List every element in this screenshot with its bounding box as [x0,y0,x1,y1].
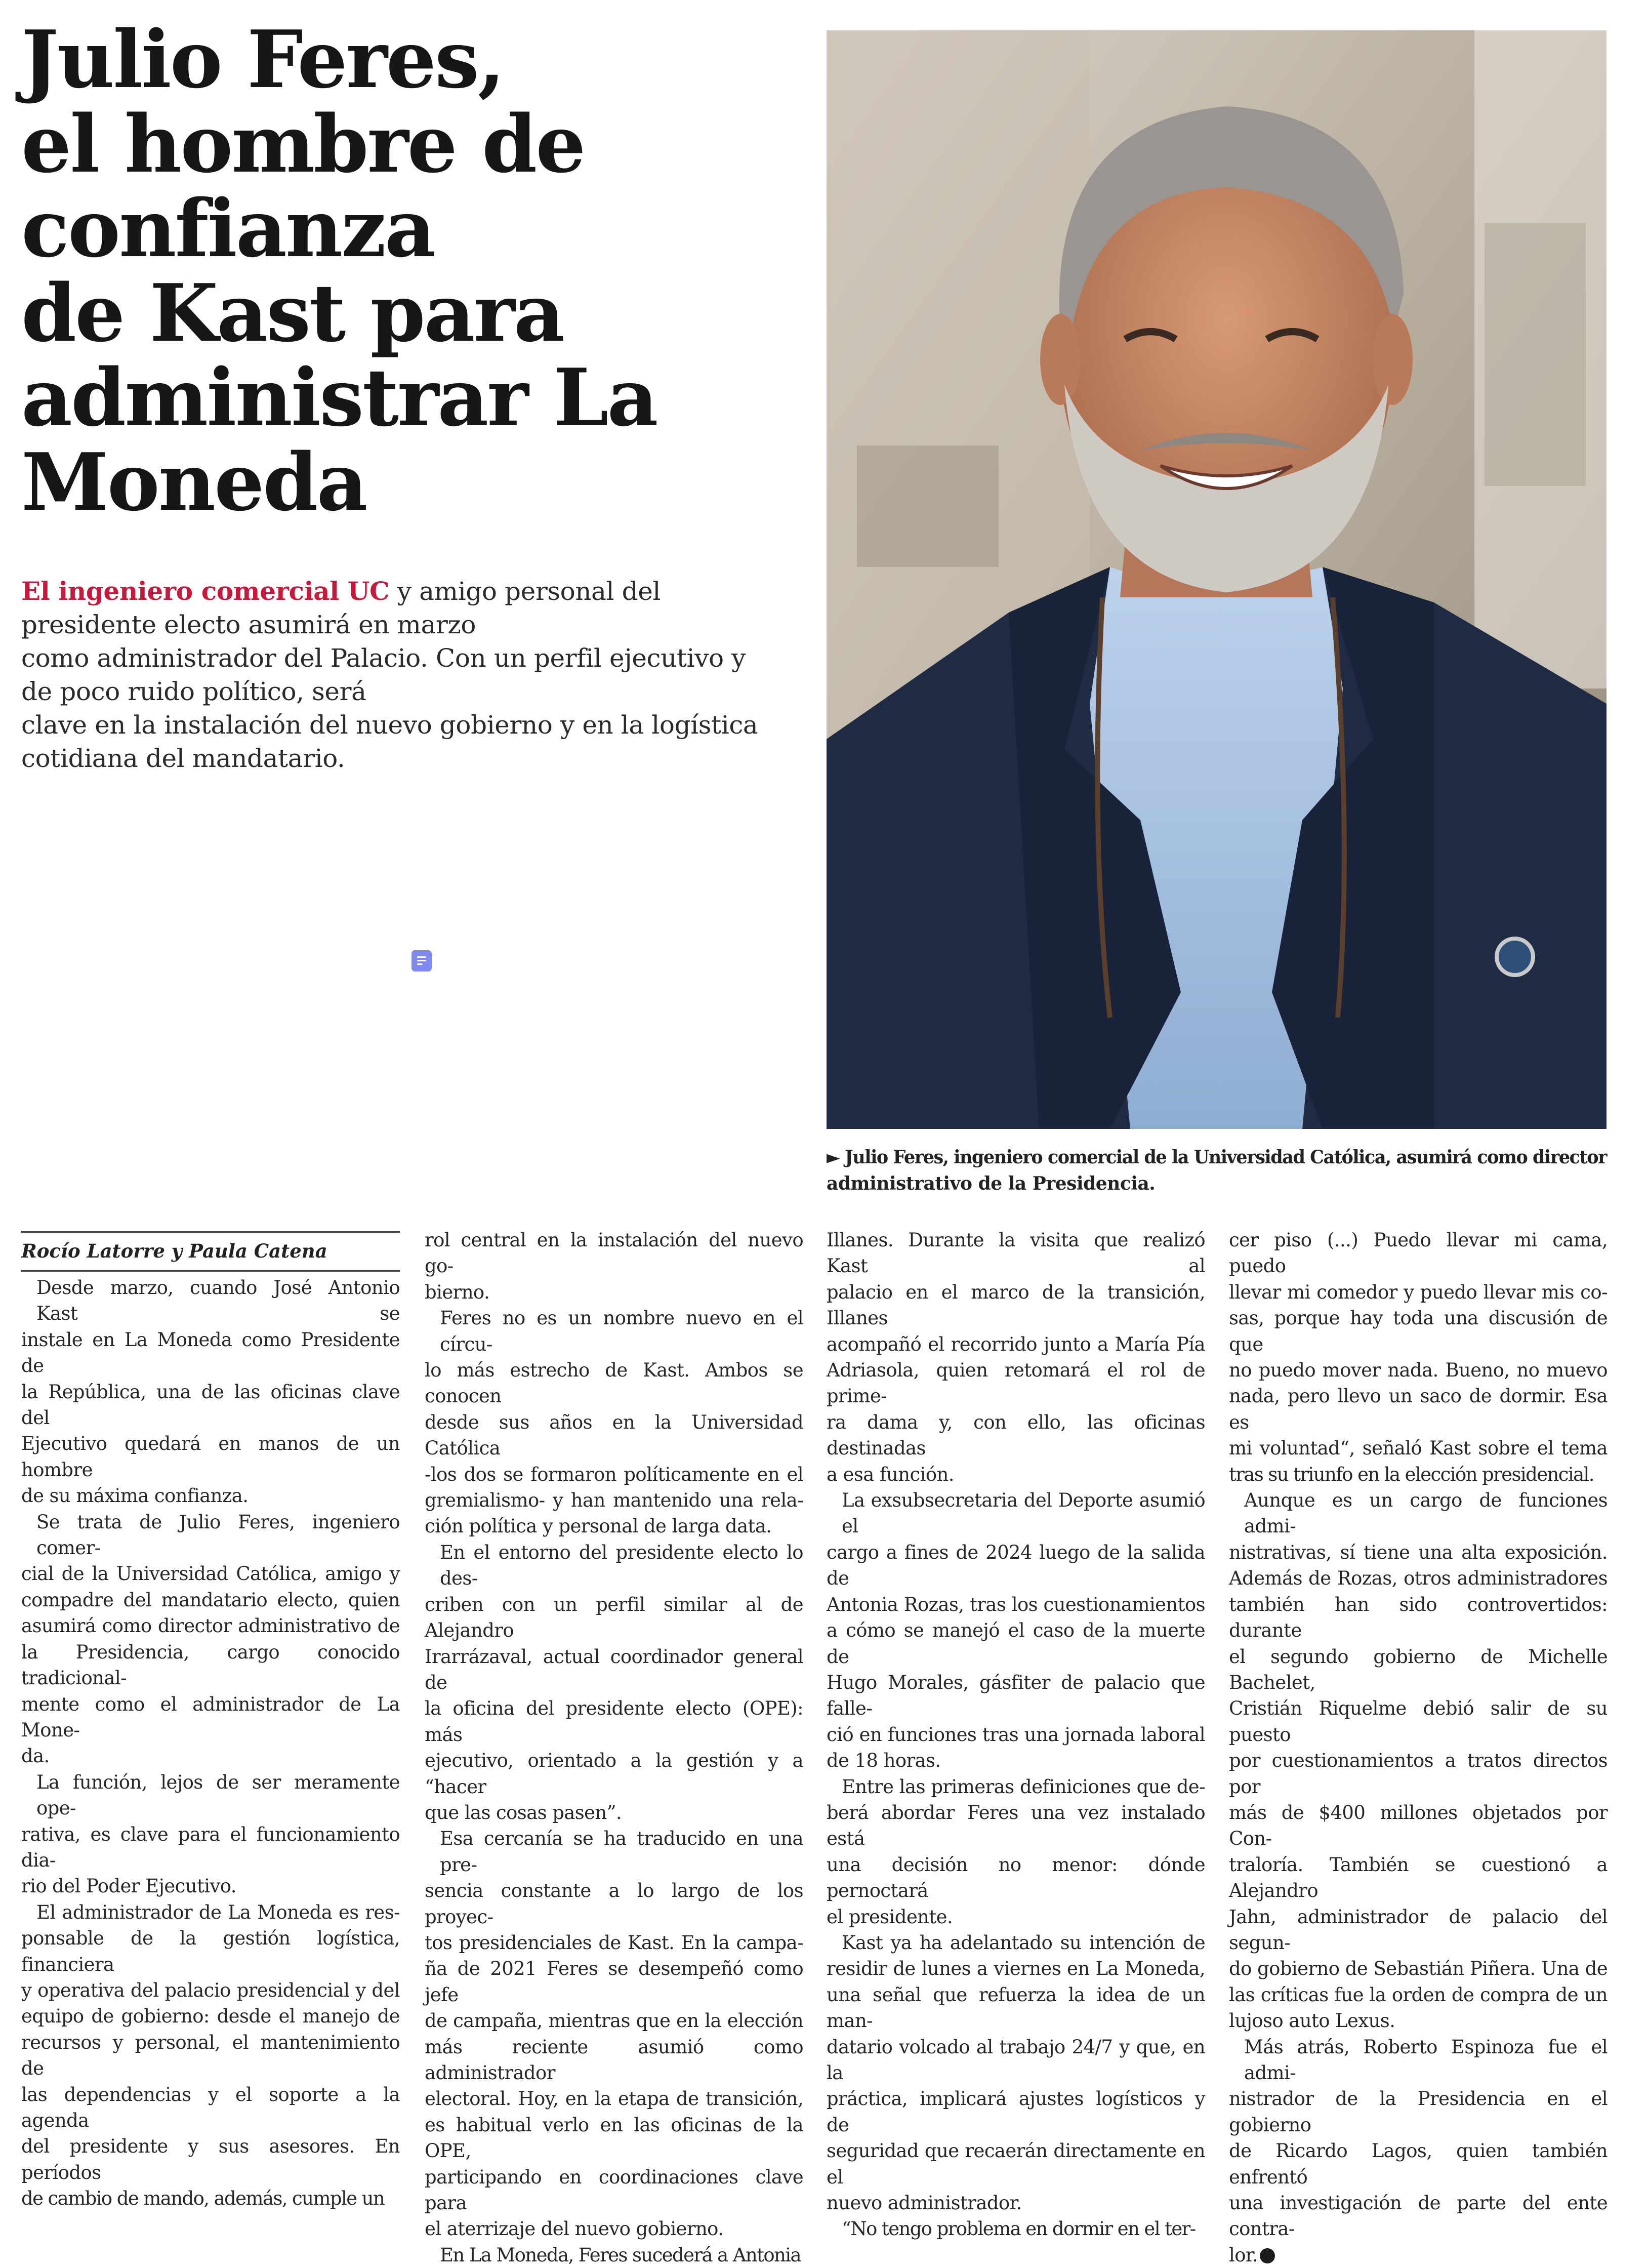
article-line: palacio en el marco de la transición, Illanes [827,1281,1205,1329]
article-paragraph [425,1826,803,2242]
article-line: El administrador de La Moneda es res- [36,1901,400,1923]
article-line: Hugo Morales, gásfiter de palacio que falle- [827,1671,1205,1720]
article-line: ña de 2021 Feres se desempeñó como jefe [425,1958,803,2006]
lead-line-rest: y amigo personal del [389,577,661,606]
article-line: lor. [1229,2244,1258,2266]
article-line: por cuestionamientos a tratos directos por [1229,1750,1608,1798]
article-line: seguridad que recaerán directamente en el [827,2140,1205,2188]
lead-line: cotidiana del mandatario. [21,744,345,773]
article-line: ejecutivo, orientado a la gestión y a “hacer [425,1750,803,1798]
article-line: desde sus años en la Universidad Católica [425,1411,803,1460]
article-line: asumirá como director administrativo de [21,1615,400,1637]
lead-line: como administrador del Palacio. Con un perfil ejecutivo y [21,643,746,673]
article-line: nuevo administrador. [827,2192,1022,2214]
article-line: criben con un perfil similar al de Alejandro [425,1593,803,1642]
article-line: datario volcado al trabajo 24/7 y que, en la [827,2036,1205,2084]
article-line: cargo a fines de 2024 luego de la salida de [827,1541,1205,1590]
article-line: llevar mi comedor y puedo llevar mis co- [1229,1281,1608,1303]
article-paragraph [827,1930,1205,2216]
headline-line: confianza [21,182,434,275]
article-line: rio del Poder Ejecutivo. [21,1875,236,1897]
article-line: de cambio de mando, además, cumple un [21,2188,385,2210]
article-line: una investigación de parte del ente contra- [1229,2192,1608,2240]
article-paragraph [827,1227,1205,1487]
article-paragraph [425,2242,803,2268]
byline: Rocío Latorre y Paula Catena [21,1231,400,1272]
article-line: Ejecutivo quedará en manos de un hombre [21,1433,400,1481]
headline-line: de Kast para [21,267,563,359]
article-line: sencia constante a lo largo de los proyec- [425,1880,803,1928]
article-line: el presidente. [827,1906,953,1928]
article-column-3 [827,1227,1205,2242]
headline-line: Moneda [21,436,366,529]
article-line: el aterrizaje del nuevo gobierno. [425,2218,724,2240]
article-line: Antonia Rozas, tras los cuestionamientos [827,1593,1205,1615]
lead-line: clave en la instalación del nuevo gobierno y en la logística [21,710,758,740]
article-line: En La Moneda, Feres sucederá a Antonia [440,2244,801,2266]
article-line: gremialismo- y han mantenido una rela- [425,1489,803,1512]
article-line: En el entorno del presidente electo lo des- [440,1541,803,1590]
article-line: tos presidenciales de Kast. En la campa- [425,1931,803,1954]
article-line: ción política y personal de larga data. [425,1515,772,1537]
article-line: no puedo mover nada. Bueno, no muevo [1229,1359,1608,1382]
article-line: da. [21,1745,50,1767]
article-line: las críticas fue la orden de compra de un [1229,1983,1608,2006]
article-line: nistrativas, sí tiene una alta exposición. [1229,1541,1608,1563]
article-line: ponsable de la gestión logística, financiera [21,1927,400,1975]
article-line: de Ricardo Lagos, quien también enfrentó [1229,2140,1608,2188]
article-line: Irarrázaval, actual coordinador general de [425,1645,803,1693]
article-line: Se trata de Julio Feres, ingeniero comer- [36,1511,400,1559]
article-paragraph [827,2216,1205,2242]
article-line: nistrador de la Presidencia en el gobierno [1229,2088,1608,2136]
article-line: la República, una de las oficinas clave del [21,1381,400,1429]
headline-line: administrar La [21,351,657,444]
article-line: más de $400 millones objetados por Con- [1229,1801,1608,1850]
article-line: sas, porque hay toda una discusión de que [1229,1307,1608,1355]
lead-line: de poco ruido político, será [21,677,366,706]
article-line: más reciente asumió como administrador [425,2036,803,2084]
article-line: del presidente y sus asesores. En períodos [21,2135,400,2183]
article-line: Cristián Riquelme debió salir de su puesto [1229,1697,1608,1746]
article-paragraph [1229,1487,1608,2034]
caption-marker-icon: ► [827,1147,840,1168]
headline [21,13,791,529]
article-line: de 18 horas. [827,1750,941,1772]
article-line: nada, pero llevo un saco de dormir. Esa es [1229,1385,1608,1433]
article-line: equipo de gobierno: desde el manejo de [21,2005,400,2028]
article-line: el segundo gobierno de Michelle Bachelet, [1229,1645,1608,1693]
article-line: también han sido controvertidos: durante [1229,1593,1608,1642]
portrait-photo [827,30,1606,1129]
article-column-2 [425,1227,803,2268]
article-line: ra dama y, con ello, las oficinas destinadas [827,1411,1205,1460]
article-paragraph [21,1899,400,2212]
article-line: a esa función. [827,1463,954,1485]
article-line: práctica, implicará ajustes logísticos y de [827,2088,1205,2136]
article-line: lujoso auto Lexus. [1229,2010,1395,2032]
article-line: una decisión no menor: dónde pernoctará [827,1853,1205,1902]
lead-paragraph [21,575,811,775]
article-line: Además de Rozas, otros administradores [1229,1567,1608,1590]
article-line: cial de la Universidad Católica, amigo y [21,1563,400,1585]
article-line: las dependencias y el soporte a la agenda [21,2083,400,2131]
article-line: lo más estrecho de Kast. Ambos se conocen [425,1359,803,1407]
article-line: -los dos se formaron políticamente en el [425,1463,803,1485]
article-line: Aunque es un cargo de funciones admi- [1244,1489,1608,1537]
note-icon[interactable] [411,950,432,971]
article-line: La función, lejos de ser meramente ope- [36,1771,400,1819]
article-line: recursos y personal, el mantenimiento de [21,2031,400,2080]
article-line: y operativa del palacio presidencial y del [21,1979,400,2001]
article-line: La exsubsecretaria del Deporte asumió el [842,1489,1205,1537]
article-line: de campaña, mientras que en la elección [425,2010,803,2032]
article-paragraph [425,1227,803,1305]
article-line: Illanes. Durante la visita que realizó Kast al [827,1229,1205,1277]
article-paragraph [21,1275,400,1509]
photo-caption [827,1144,1606,1197]
article-line: compadre del mandatario electo, quien [21,1589,400,1611]
article-line: rol central en la instalación del nuevo go- [425,1229,803,1277]
article-paragraph [827,1774,1205,1930]
caption-text: Julio Feres, ingeniero comercial de la Universidad Católica, asumirá como director [845,1147,1607,1168]
article-last-line [1229,2242,1608,2268]
article-line: que las cosas pasen”. [425,1801,622,1824]
portrait-photo-graphic [827,30,1606,1129]
article-line: participando en coordinaciones clave para [425,2166,803,2214]
article-line: mi voluntad“, señaló Kast sobre el tema [1229,1437,1608,1460]
lead-highlight: El ingeniero comercial UC [21,576,390,606]
article-paragraph [827,1487,1205,1773]
article-paragraph [1229,2034,1608,2268]
article-column-1 [21,1275,400,2212]
headline-line: Julio Feres, [21,13,504,106]
article-line: Desde marzo, cuando José Antonio Kast se [36,1277,400,1325]
article-line: mente como el administrador de La Mone- [21,1693,400,1741]
article-line: residir de lunes a viernes en La Moneda, [827,1958,1205,1980]
article-column-4 [1229,1227,1608,2268]
article-line: la Presidencia, cargo conocido tradicional- [21,1641,400,1689]
caption-line [827,1144,1607,1170]
article-line: rativa, es clave para el funcionamiento dia- [21,1823,400,1871]
article-paragraph [21,1769,400,1899]
article-line: cer piso (...) Puedo llevar mi cama, puedo [1229,1229,1608,1277]
article-paragraph [1229,1227,1608,1487]
headline-line: el hombre de [21,98,585,190]
lead-line [21,575,811,608]
article-line: Esa cercanía se ha traducido en una pre- [440,1828,803,1876]
article-line: ció en funciones tras una jornada laboral [827,1723,1205,1746]
article-line: acompañó el recorrido junto a María Pía [827,1333,1205,1355]
article-line: berá abordar Feres una vez instalado está [827,1801,1205,1850]
article-line: electoral. Hoy, en la etapa de transición, [425,2088,803,2110]
article-line: de su máxima confianza. [21,1485,249,1507]
article-line: es habitual verlo en las oficinas de la OPE, [425,2114,803,2162]
caption-line: administrativo de la Presidencia. [827,1173,1156,1194]
article-line: traloría. También se cuestionó a Alejandro [1229,1853,1608,1902]
article-line: Feres no es un nombre nuevo en el círcu- [440,1307,803,1355]
article-line: Kast ya ha adelantado su intención de [842,1931,1205,1954]
article-line: a cómo se manejó el caso de la muerte de [827,1619,1205,1668]
article-paragraph [21,1509,400,1769]
article-line: tras su triunfo en la elección presidencial. [1229,1463,1594,1485]
article-line: “No tengo problema en dormir en el ter- [842,2218,1196,2240]
article-paragraph [425,1540,803,1826]
article-line: do gobierno de Sebastián Piñera. Una de [1229,1958,1608,1980]
article-line: instale en La Moneda como Presidente de [21,1328,400,1377]
article-line: bierno. [425,1281,490,1303]
article-line: Adriasola, quien retomará el rol de prime- [827,1359,1205,1407]
lead-line: presidente electo asumirá en marzo [21,610,476,639]
article-line: Más atrás, Roberto Espinoza fue el admi- [1244,2036,1608,2084]
article-line: la oficina del presidente electo (OPE): más [425,1697,803,1746]
article-line: Entre las primeras definiciones que de- [842,1775,1205,1798]
article-line: una señal que refuerza la idea de un man- [827,1983,1205,2032]
end-mark-icon [1260,2248,1275,2263]
article-line: Jahn, administrador de palacio del segun- [1229,1906,1608,1954]
article-paragraph [425,1305,803,1540]
